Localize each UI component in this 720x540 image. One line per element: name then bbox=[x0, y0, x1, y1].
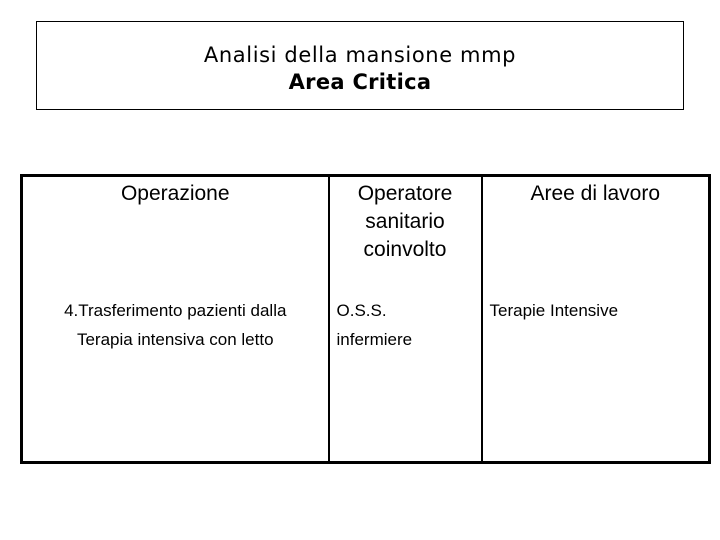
header-aree bbox=[482, 176, 710, 273]
table-header-row bbox=[22, 176, 710, 273]
header-operatore bbox=[329, 176, 482, 273]
cell-aree-line-1: Terapie Intensive bbox=[489, 301, 619, 320]
cell-aree bbox=[482, 272, 710, 463]
cell-operatore bbox=[329, 272, 482, 463]
header-operatore-line-1: Operatore bbox=[357, 182, 453, 205]
cell-operazione-line-2: Terapia intensiva con letto bbox=[76, 330, 274, 349]
page-subtitle: Area Critica bbox=[288, 70, 432, 94]
table-row bbox=[22, 272, 710, 463]
cell-operatore-line-1: O.S.S. bbox=[336, 301, 387, 320]
header-aree-label: Aree di lavoro bbox=[530, 182, 661, 205]
cell-operatore-line-2: infermiere bbox=[336, 330, 413, 349]
cell-operazione bbox=[22, 272, 329, 463]
page-title: Analisi della mansione mmp bbox=[203, 43, 517, 67]
header-operazione bbox=[22, 176, 329, 273]
header-operatore-line-2: sanitario bbox=[365, 210, 445, 233]
header-operatore-line-3: coinvolto bbox=[363, 238, 447, 261]
analysis-table bbox=[20, 174, 711, 464]
cell-operazione-line-1: 4.Trasferimento pazienti dalla bbox=[64, 301, 287, 320]
header-operazione-label: Operazione bbox=[120, 182, 230, 205]
title-box bbox=[36, 21, 684, 110]
